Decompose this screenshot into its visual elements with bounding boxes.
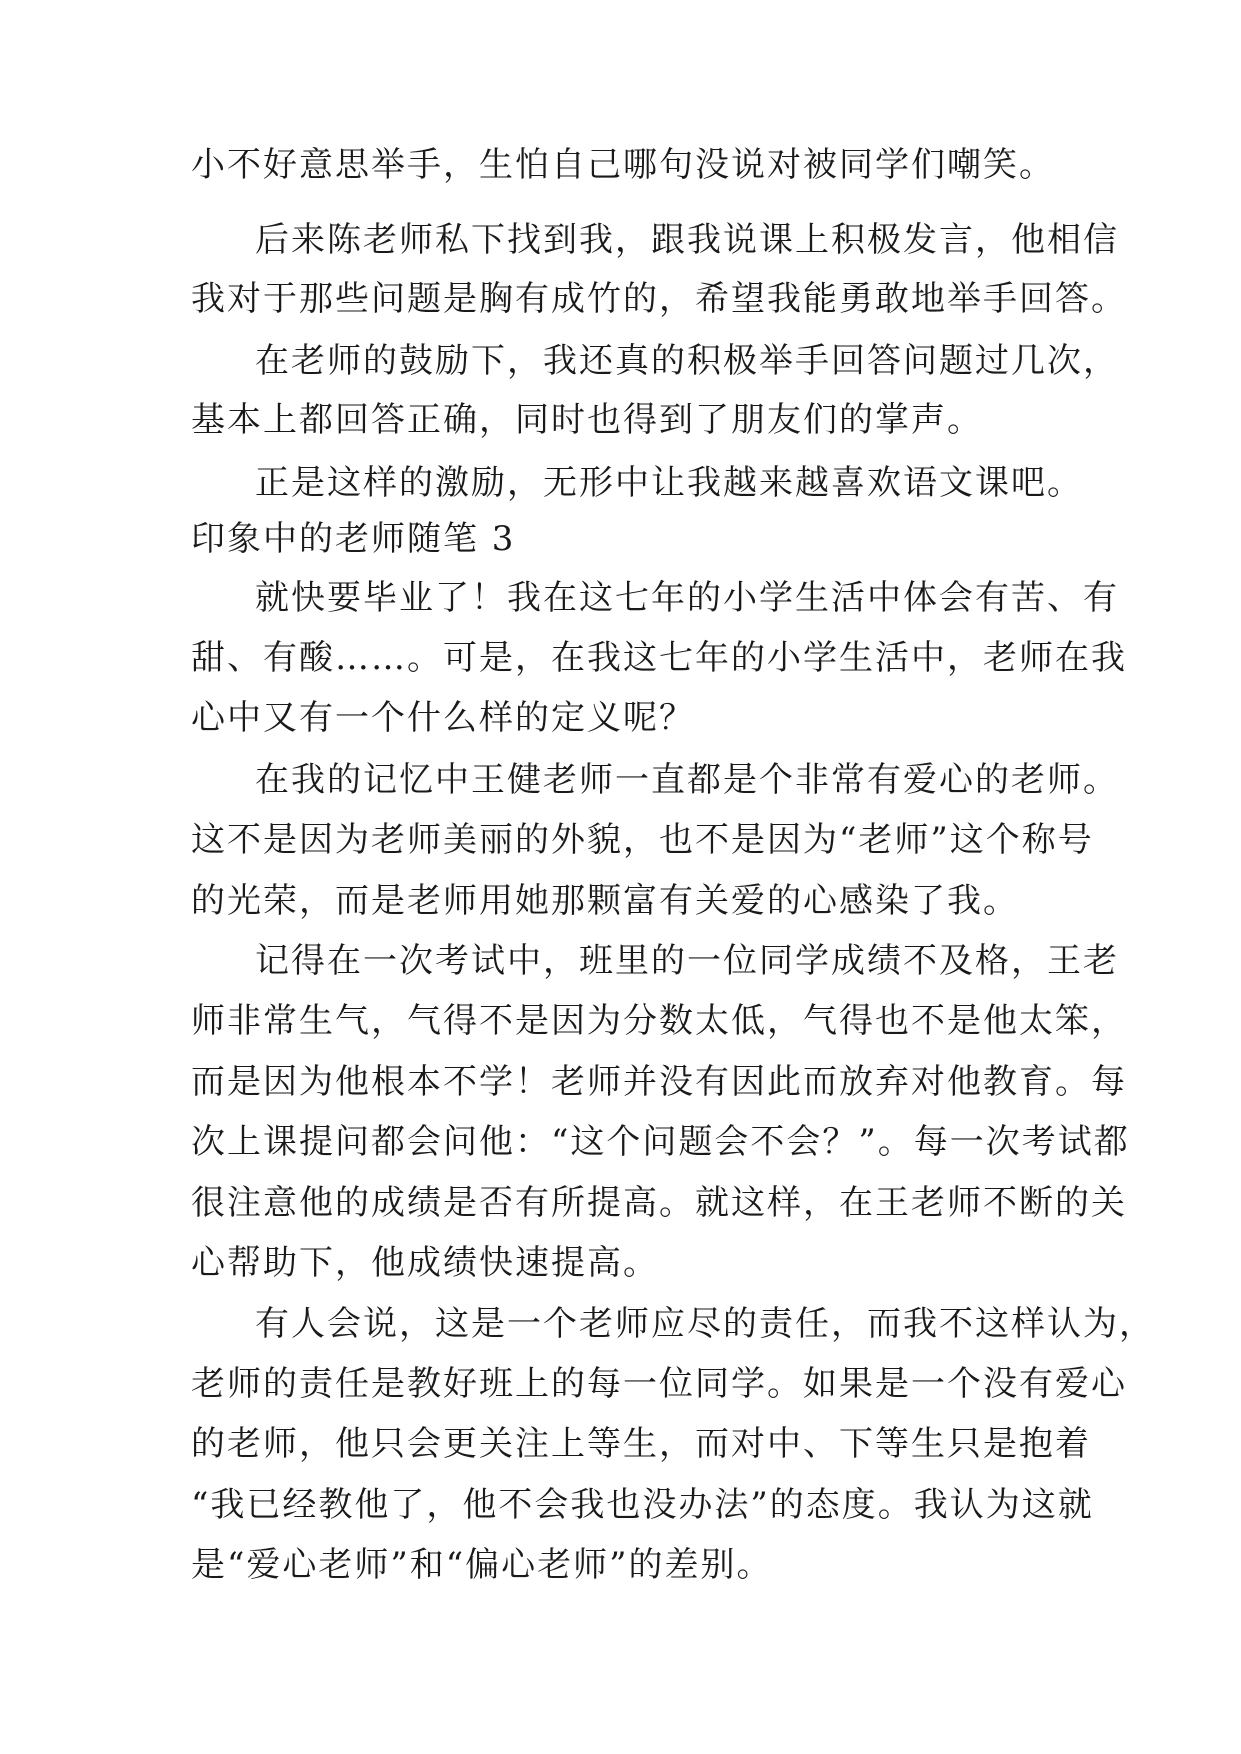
paragraph-2-line-2: 我对于那些问题是胸有成竹的，希望我能勇敢地举手回答。 (191, 279, 1127, 319)
paragraph-7-line-4: 次上课提问都会问他：“这个问题会不会？”。每一次考试都 (191, 1122, 1130, 1162)
paragraph-8-line-4: “我已经教他了，他不会我也没办法”的态度。我认为这就 (191, 1485, 1094, 1525)
paragraph-6-line-2: 这不是因为老师美丽的外貌，也不是因为“老师”这个称号 (191, 820, 1094, 860)
paragraph-6-line-1: 在我的记忆中王健老师一直都是个非常有爱心的老师。 (255, 760, 1119, 800)
paragraph-5-line-2: 甜、有酸……。可是，在我这七年的小学生活中，老师在我 (191, 638, 1127, 678)
paragraph-7-line-5: 很注意他的成绩是否有所提高。就这样，在王老师不断的关 (191, 1183, 1127, 1223)
paragraph-7-line-2: 师非常生气，气得不是因为分数太低，气得也不是他太笨， (191, 1001, 1127, 1041)
paragraph-7-line-1: 记得在一次考试中，班里的一位同学成绩不及格，王老 (255, 941, 1119, 981)
paragraph-3-line-2: 基本上都回答正确，同时也得到了朋友们的掌声。 (191, 400, 983, 440)
paragraph-7-line-3: 而是因为他根本不学！老师并没有因此而放弃对他教育。每 (191, 1062, 1127, 1102)
paragraph-8-line-1: 有人会说，这是一个老师应尽的责任，而我不这样认为， (255, 1304, 1155, 1344)
paragraph-8-line-5: 是“爱心老师”和“偏心老师”的差别。 (191, 1545, 773, 1585)
paragraph-6-line-3: 的光荣，而是老师用她那颗富有关爱的心感染了我。 (191, 881, 1019, 921)
paragraph-4-line-1: 正是这样的激励，无形中让我越来越喜欢语文课吧。 (255, 463, 1083, 503)
paragraph-8-line-2: 老师的责任是教好班上的每一位同学。如果是一个没有爱心 (191, 1364, 1127, 1404)
paragraph-1-line-1: 小不好意思举手，生怕自己哪句没说对被同学们嘲笑。 (191, 145, 1055, 185)
paragraph-5-line-1: 就快要毕业了！我在这七年的小学生活中体会有苦、有 (255, 578, 1119, 618)
section-heading: 印象中的老师随笔 3 (191, 519, 516, 559)
paragraph-8-line-3: 的老师，他只会更关注上等生，而对中、下等生只是抱着 (191, 1424, 1091, 1464)
paragraph-7-line-6: 心帮助下，他成绩快速提高。 (191, 1243, 659, 1283)
paragraph-3-line-1: 在老师的鼓励下，我还真的积极举手回答问题过几次， (255, 341, 1119, 381)
paragraph-2-line-1: 后来陈老师私下找到我，跟我说课上积极发言，他相信 (255, 220, 1119, 260)
paragraph-5-line-3: 心中又有一个什么样的定义呢？ (191, 698, 695, 738)
